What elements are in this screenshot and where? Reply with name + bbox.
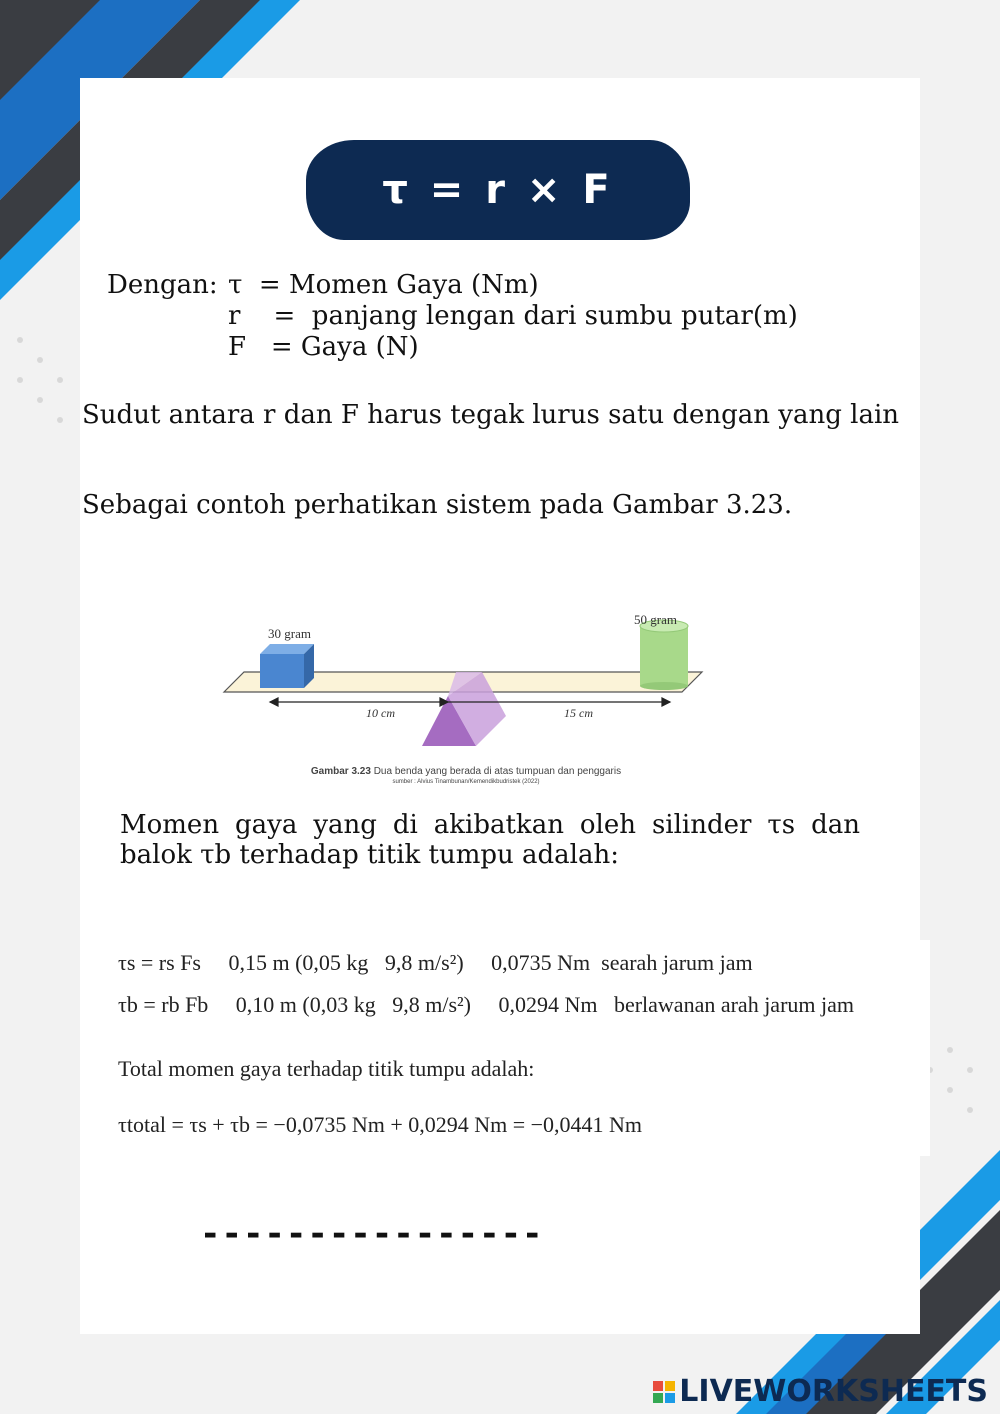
torque-question: Momen gaya yang di akibatkan oleh silinder τs dan balok τb terhadap titik tumpu adalah:	[120, 810, 860, 870]
total-equation: τtotal = τs + τb = −0,0735 Nm + 0,0294 Nm = −0,0441 Nm	[118, 1112, 643, 1137]
perpendicular-note: Sudut antara r dan F harus tegak lurus satu dengan yang lain	[82, 400, 900, 430]
figure-caption	[216, 766, 716, 788]
brand-name: LIVEWORKSHEETS	[679, 1374, 988, 1409]
caption-label: Gambar 3.23	[310, 766, 371, 777]
caption-text: Dua benda yang berada di atas tumpuan dan penggaris	[373, 766, 622, 777]
definition-torque: τ = Momen Gaya (Nm)	[228, 270, 539, 300]
example-intro: Sebagai contoh perhatikan sistem pada Gambar 3.23.	[82, 490, 793, 520]
seesaw-figure	[216, 596, 716, 792]
left-mass-label: 30 gram	[268, 626, 311, 641]
calc-block-line: τb = rb Fb 0,10 m (0,03 kg 9,8 m/s²) 0,0294 Nm berlawanan arah jarum jam	[118, 992, 855, 1017]
cube-block	[260, 644, 314, 688]
definitions-label: Dengan:	[107, 270, 218, 300]
total-label: Total momen gaya terhadap titik tumpu adalah:	[118, 1056, 535, 1081]
caption-source: sumber : Alvius Tinambunan/Kemendikbudristek (2022)	[392, 779, 540, 785]
torque-formula: τ = r × F	[382, 167, 614, 213]
definition-force: F = Gaya (N)	[228, 332, 419, 362]
calc-cylinder-line: τs = rs Fs 0,15 m (0,05 kg 9,8 m/s²) 0,0735 Nm searah jarum jam	[118, 950, 753, 975]
liveworksheets-brand	[653, 1374, 988, 1409]
cylinder-block	[640, 620, 688, 690]
liveworksheets-logo-icon	[653, 1381, 675, 1403]
right-distance-label: 15 cm	[564, 706, 593, 720]
calculation-box	[100, 940, 930, 1156]
left-distance-label: 10 cm	[366, 706, 395, 720]
right-mass-label: 50 gram	[634, 612, 677, 627]
formula-banner	[306, 140, 690, 240]
answer-blank: ----------------	[200, 1214, 544, 1254]
definition-lever-arm: r = panjang lengan dari sumbu putar(m)	[228, 301, 798, 331]
